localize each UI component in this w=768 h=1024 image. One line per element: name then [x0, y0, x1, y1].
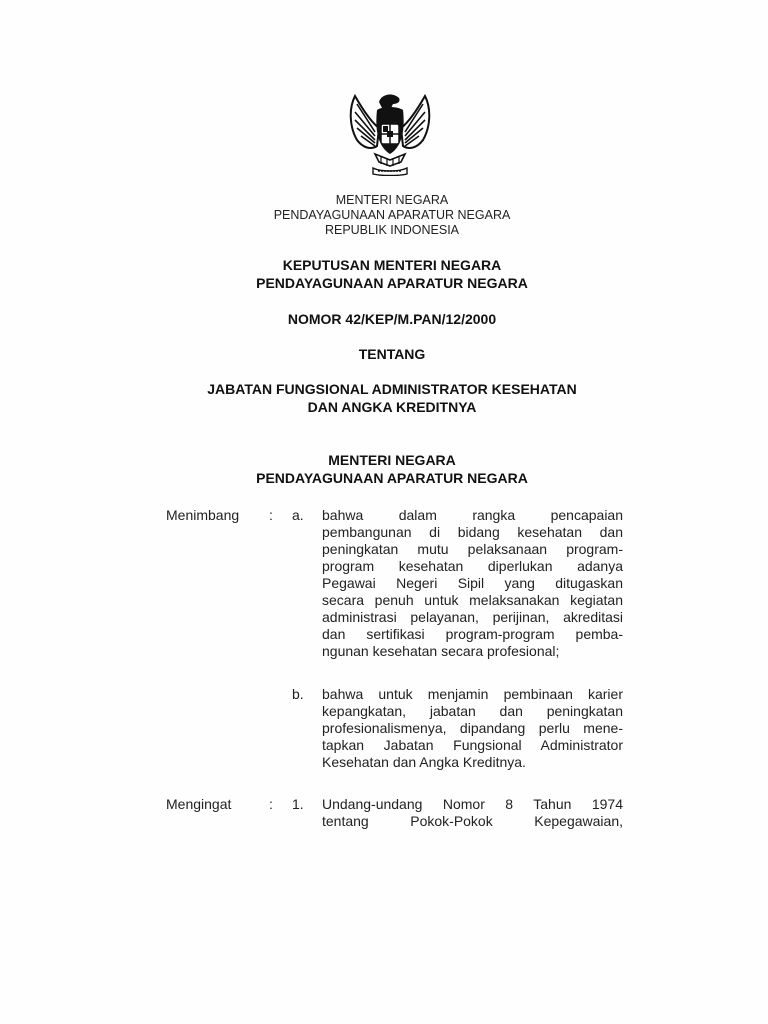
body-line: Undang-undang Nomor 8 Tahun 1974 [322, 796, 623, 812]
item-marker-1: 1. [292, 796, 304, 812]
subject-line-1: JABATAN FUNGSIONAL ADMINISTRATOR KESEHATAN [207, 381, 577, 397]
section-label-menimbang: Menimbang [166, 507, 240, 523]
decree-title-line-1: KEPUTUSAN MENTERI NEGARA [282, 257, 502, 273]
body-line: ngunan kesehatan secara profesional; [322, 643, 560, 659]
about-label: TENTANG [358, 346, 426, 362]
body-line: secara penuh untuk melaksanakan kegiatan [322, 592, 623, 608]
signatory-line-1: MENTERI NEGARA [328, 452, 456, 468]
section-colon: : [269, 507, 273, 523]
signatory-line-2: PENDAYAGUNAAN APARATUR NEGARA [256, 470, 528, 486]
body-line: profesionalismenya, dipandang perlu mene- [322, 720, 623, 736]
body-line: pembangunan di bidang kesehatan dan [322, 524, 623, 540]
decree-title-line-2: PENDAYAGUNAAN APARATUR NEGARA [256, 275, 528, 291]
body-line: program kesehatan diperlukan adanya [322, 558, 623, 574]
body-line: administrasi pelayanan, perijinan, akreditasi [322, 609, 623, 625]
body-line: Kesehatan dan Angka Kreditnya. [322, 754, 526, 770]
body-line: kepangkatan, jabatan dan peningkatan [322, 703, 623, 719]
body-line: tentang Pokok-Pokok Kepegawaian, [322, 813, 623, 829]
subject-line-2: DAN ANGKA KREDITNYA [307, 399, 477, 415]
body-line: bahwa untuk menjamin pembinaan karier [322, 686, 623, 702]
section-colon: : [269, 796, 273, 812]
item-marker-a: a. [292, 507, 304, 523]
body-line: tapkan Jabatan Fungsional Administrator [322, 737, 623, 753]
decree-number: NOMOR 42/KEP/M.PAN/12/2000 [287, 311, 497, 327]
garuda-emblem-icon [345, 88, 435, 176]
section-label-mengingat: Mengingat [166, 796, 232, 812]
body-line: Pegawai Negeri Sipil yang ditugaskan [322, 575, 623, 591]
body-line: bahwa dalam rangka pencapaian [322, 507, 623, 523]
issuer-line-2: PENDAYAGUNAAN APARATUR NEGARA [273, 208, 511, 222]
body-line: peningkatan mutu pelaksanaan program- [322, 541, 623, 557]
item-marker-b: b. [292, 686, 304, 702]
issuer-line-3: REPUBLIK INDONESIA [324, 223, 460, 237]
body-line: dan sertifikasi program-program pemba- [322, 626, 623, 642]
issuer-line-1: MENTERI NEGARA [335, 193, 449, 207]
